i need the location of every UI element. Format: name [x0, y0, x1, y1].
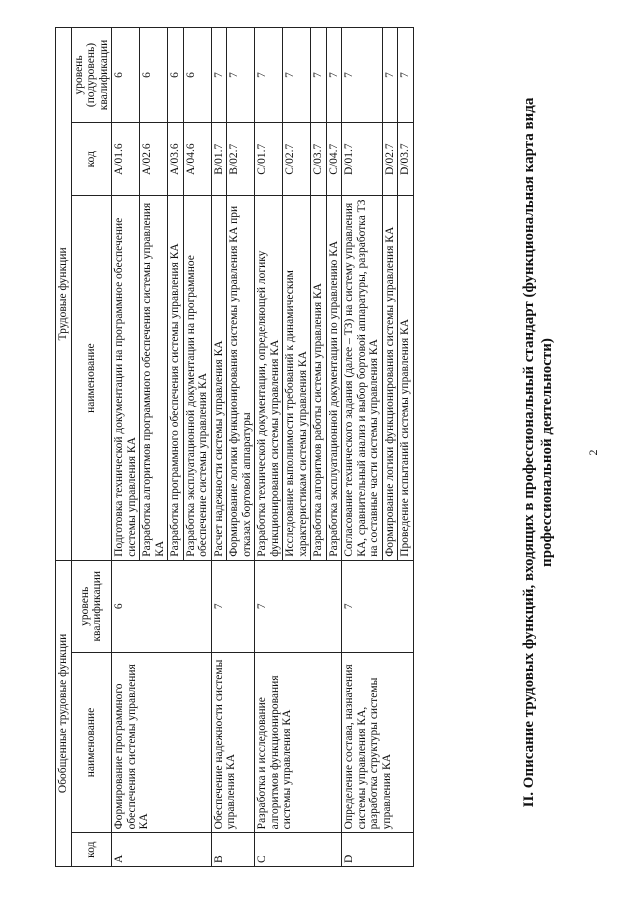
- group-code: C: [255, 833, 342, 867]
- group-level: 6: [112, 560, 212, 652]
- function-level: 7: [326, 28, 342, 123]
- function-level: 6: [140, 28, 168, 123]
- function-name: Формирование логики функционирования системы управления КА: [382, 196, 398, 560]
- table-body: [112, 28, 414, 867]
- function-name: Проведение испытаний системы управления КА: [398, 196, 414, 560]
- function-code: A/02.6: [140, 122, 168, 195]
- title-line-1: II. Описание трудовых функций, входящих в профессиональный стандарт (функциональная карта вида: [521, 97, 537, 808]
- header-level: уровень квалификации: [71, 560, 112, 652]
- group-code: A: [112, 833, 212, 867]
- function-name: Разработка алгоритмов программного обеспечения системы управления КА: [140, 196, 168, 560]
- function-code: C/04.7: [326, 122, 342, 195]
- function-level: 7: [311, 28, 327, 123]
- header-labor-name: наименование: [71, 196, 112, 560]
- function-code: A/04.6: [183, 122, 211, 195]
- function-level: 7: [255, 28, 283, 123]
- function-code: C/01.7: [255, 122, 283, 195]
- function-name: Разработка эксплуатационной документации на программное обеспечение системы управления КА: [183, 196, 211, 560]
- header-generalized: Обобщенные трудовые функции: [56, 560, 72, 866]
- header-labor-code: код: [71, 122, 112, 195]
- header-code: код: [71, 833, 112, 867]
- function-name: Подготовка технической документации на программное обеспечение системы управления КА: [112, 196, 140, 560]
- function-code: A/01.6: [112, 122, 140, 195]
- function-name: Расчет надежности системы управления КА: [211, 196, 227, 560]
- function-code: B/01.7: [211, 122, 227, 195]
- title-line-2: профессиональной деятельности): [539, 338, 555, 567]
- section-title: [520, 40, 556, 865]
- group-code: B: [211, 833, 255, 867]
- group-level: 7: [255, 560, 342, 652]
- group-name: Обеспечение надежности системы управления КА: [211, 652, 255, 833]
- function-name: Формирование логики функционирования системы управления КА при отказах бортовой аппаратуры: [227, 196, 255, 560]
- function-code: D/03.7: [398, 122, 414, 195]
- table-row: [342, 28, 383, 867]
- header-name: наименование: [71, 652, 112, 833]
- group-level: 7: [211, 560, 255, 652]
- function-name: Разработка программного обеспечения системы управления КА: [168, 196, 184, 560]
- group-code: D: [342, 833, 414, 867]
- table-row: [211, 28, 227, 867]
- page-number: 2: [586, 449, 600, 456]
- function-level: 7: [227, 28, 255, 123]
- function-name: Разработка алгоритмов работы системы управления КА: [311, 196, 327, 560]
- function-level: 7: [398, 28, 414, 123]
- function-code: A/03.6: [168, 122, 184, 195]
- function-code: D/01.7: [342, 122, 383, 195]
- group-name: Определение состава, назначения системы управления КА, разработка структуры системы управления КА: [342, 652, 414, 833]
- function-level: 6: [168, 28, 184, 123]
- function-level: 7: [211, 28, 227, 123]
- function-name: Согласование технического задания (далее – ТЗ) на систему управления КА, сравнительный анализ и выбор бортовой аппаратуры, разработка ТЗ на составные части системы управления КА: [342, 196, 383, 560]
- function-code: B/02.7: [227, 122, 255, 195]
- table-row: [112, 28, 140, 867]
- function-level: 6: [112, 28, 140, 123]
- group-level: 7: [342, 560, 414, 652]
- header-sublevel: уровень (подуровень) квалификации: [71, 28, 112, 123]
- function-code: C/03.7: [311, 122, 327, 195]
- functional-map-table: [55, 27, 414, 867]
- header-labor-functions: Трудовые функции: [56, 28, 72, 561]
- function-level: 7: [283, 28, 311, 123]
- table-row: [255, 28, 283, 867]
- function-code: C/02.7: [283, 122, 311, 195]
- function-code: D/02.7: [382, 122, 398, 195]
- function-level: 7: [342, 28, 383, 123]
- table-header: [56, 28, 112, 867]
- function-level: 6: [183, 28, 211, 123]
- function-name: Разработка технической документации, определяющей логику функционирования системы управления КА: [255, 196, 283, 560]
- group-name: Формирование программного обеспечения системы управления КА: [112, 652, 212, 833]
- function-name: Разработка эксплуатационной документации по управлению КА: [326, 196, 342, 560]
- group-name: Разработка и исследование алгоритмов функционирования системы управления КА: [255, 652, 342, 833]
- function-level: 7: [382, 28, 398, 123]
- function-name: Исследование выполнимости требований к динамическим характеристикам системы управления КА: [283, 196, 311, 560]
